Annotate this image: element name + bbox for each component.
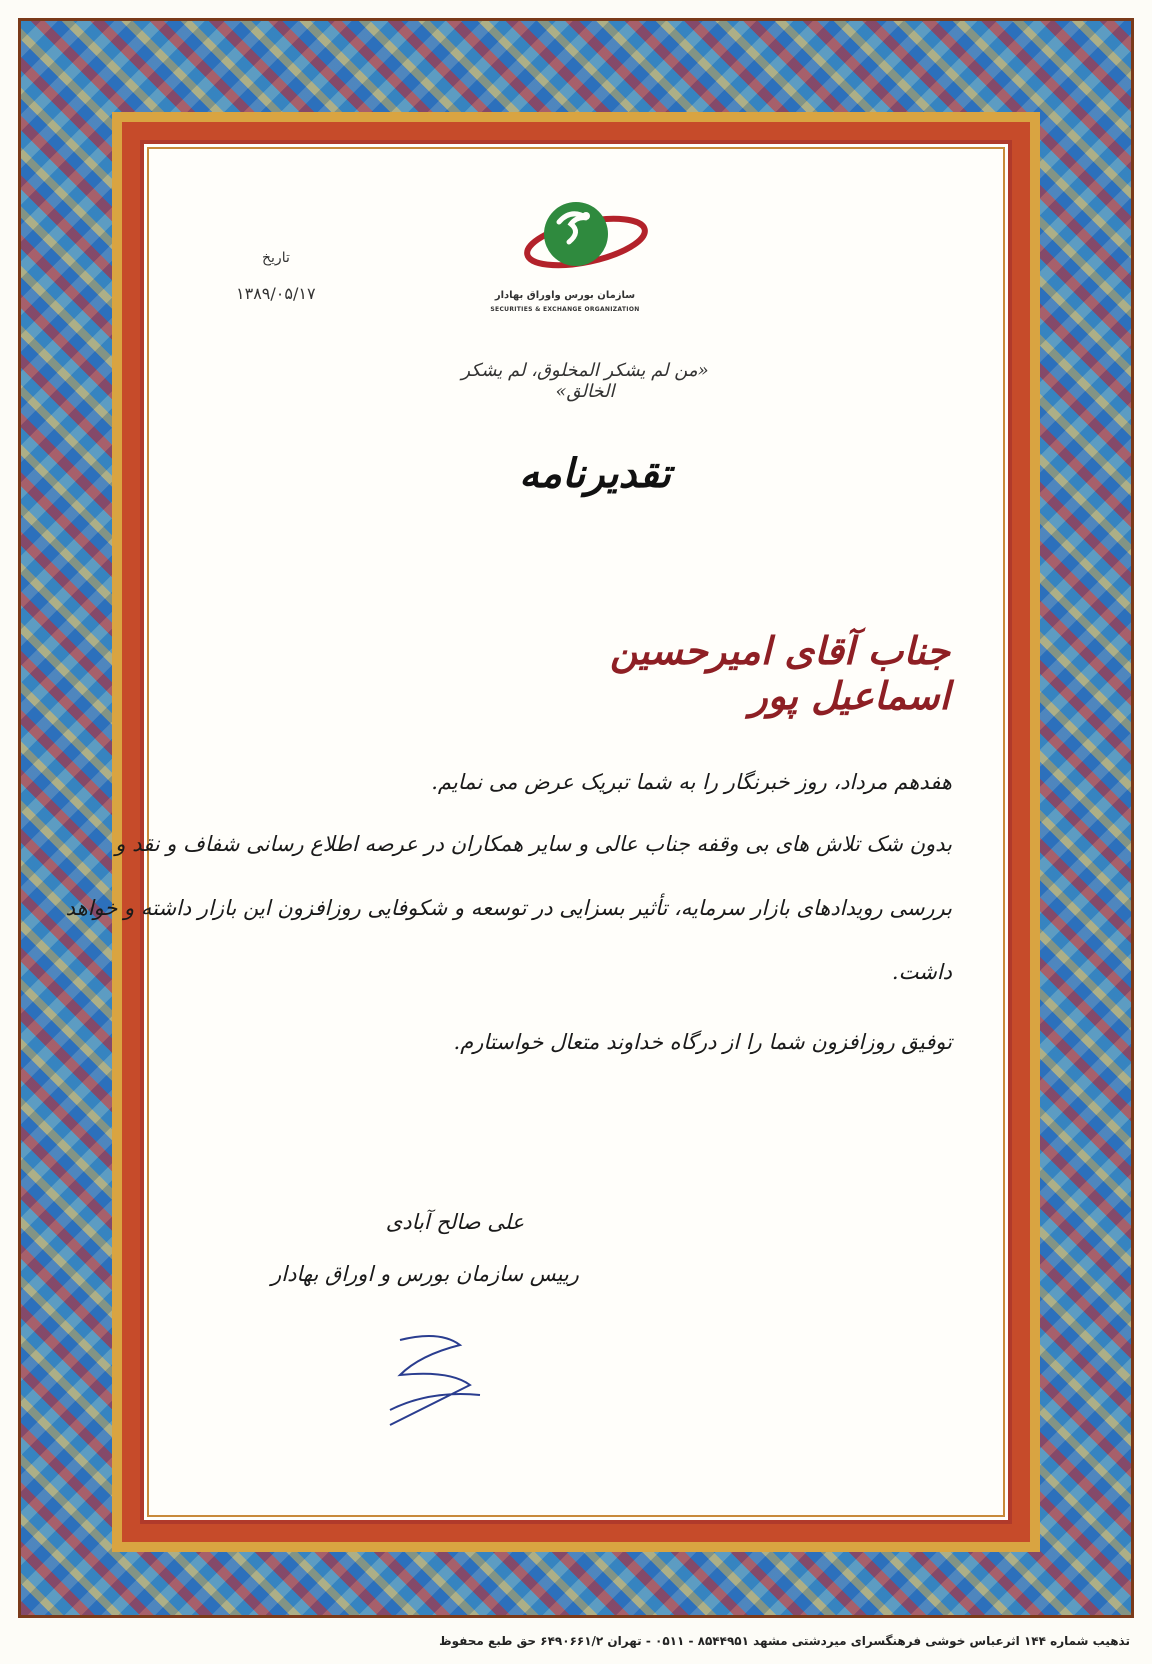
- date-label: تاریخ: [262, 250, 290, 266]
- recipient-name: جناب آقای امیرحسین اسماعیل پور: [610, 628, 950, 718]
- signatory-title: رییس سازمان بورس و اوراق بهادار: [271, 1262, 579, 1286]
- certificate-title: تقدیرنامه: [519, 450, 671, 497]
- date-value: ۱۳۸۹/۰۵/۱۷: [236, 284, 316, 303]
- opening-quote: «من لم یشکر المخلوق، لم یشکر الخالق»: [461, 360, 709, 402]
- org-name-fa: سازمان بورس واوراق بهادار: [494, 290, 636, 301]
- body-line-5: توفیق روزافزون شما را از درگاه خداوند متعال خواستارم.: [453, 1030, 952, 1054]
- signatory-name: علی صالح آبادی: [385, 1210, 525, 1234]
- body-line-2: بدون شک تلاش های بی وقفه جناب عالی و سایر همکاران در عرصه اطلاع رسانی شفاف و نقد و: [115, 832, 952, 856]
- handwritten-signature: [360, 1320, 510, 1430]
- body-line-1: هفدهم مرداد، روز خبرنگار را به شما تبریک عرض می نمایم.: [431, 770, 952, 794]
- body-line-3: بررسی رویدادهای بازار سرمایه، تأثیر بسزایی در توسعه و شکوفایی روزافزون این بازار داشته و خواهد: [65, 896, 952, 920]
- footer-credit: تذهیب شماره ۱۴۴ اثرعباس خوشی فرهنگسرای میردشتی مشهد ۸۵۴۴۹۵۱ - ۰۵۱۱ - تهران ۶۴۹۰۶۶۱/۲ حق طبع محفوظ: [439, 1634, 1130, 1648]
- org-name-en: SECURITIES & EXCHANGE ORGANIZATION: [490, 306, 640, 313]
- body-line-4: داشت.: [891, 960, 952, 984]
